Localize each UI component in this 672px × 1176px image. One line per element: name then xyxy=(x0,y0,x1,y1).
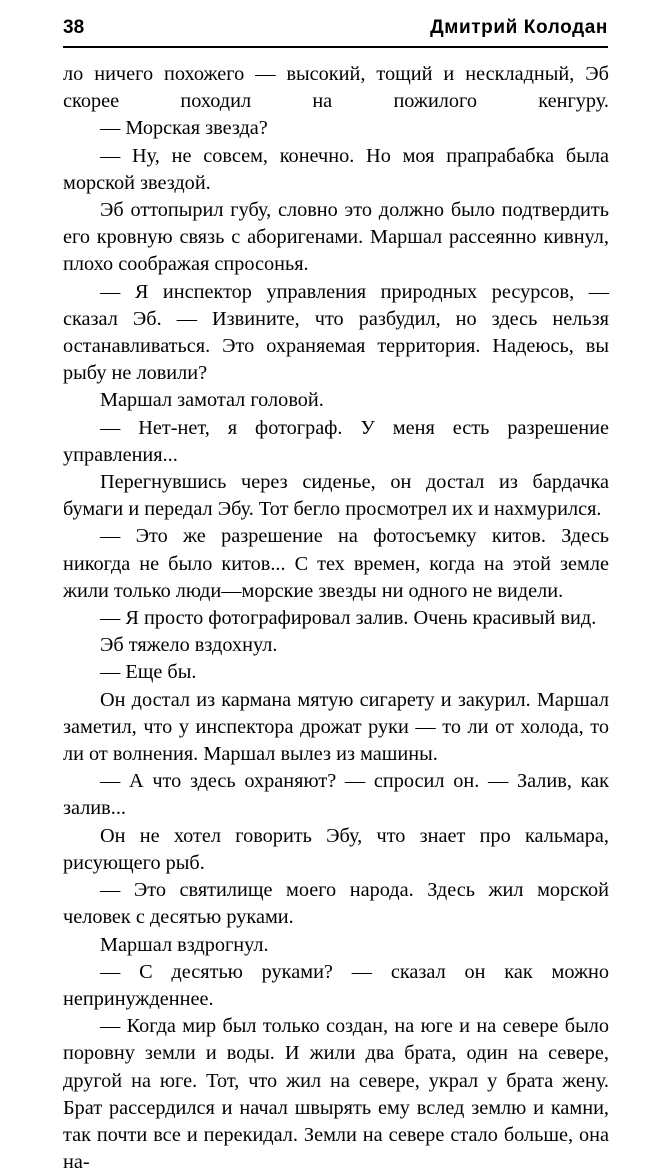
paragraph: Он не хотел говорить Эбу, что знает про кальмара, рисующего рыб. xyxy=(63,824,609,874)
paragraph: — Это святилище моего народа. Здесь жил морской человек с десятью руками. xyxy=(63,879,609,929)
running-head xyxy=(63,18,608,44)
paragraph: — Это же разрешение на фотосъемку китов. Здесь никогда не было китов... С тех времен, когда на этой земле жили только люди—морские звезды ни одного не видели. xyxy=(63,525,609,602)
paragraph: Эб оттопырил губу, словно это должно было подтвердить его кровную связь с аборигенами. Маршал рассеянно кивнул, плохо соображая спросонья. xyxy=(63,199,609,276)
header-rule xyxy=(63,46,608,48)
paragraph: ло ничего похожего — высокий, тощий и нескладный, Эб скорее походил на пожилого кенгуру. xyxy=(63,63,609,113)
paragraph: — Когда мир был только создан, на юге и на севере было поровну земли и воды. И жили два брата, один на севере, другой на юге. Тот, что жил на севере, украл у брата жену. Брат рассердился и начал швырять ему вслед землю и камни, так почти все и перекидал. Земли на севере стало больше, она на- xyxy=(63,1015,609,1174)
paragraph: Перегнувшись через сиденье, он достал из бардачка бумаги и передал Эбу. Тот бегло просмотрел их и нахмурился. xyxy=(63,471,609,521)
body-text xyxy=(63,61,609,1176)
page-number: 38 xyxy=(63,17,85,38)
paragraph: — Морская звезда? xyxy=(100,117,268,140)
paragraph: Эб тяжело вздохнул. xyxy=(100,634,278,657)
paragraph: — Ну, не совсем, конечно. Но моя прапрабабка была морской звездой. xyxy=(63,144,609,194)
paragraph: Маршал замотал головой. xyxy=(100,389,324,412)
paragraph: — Я просто фотографировал залив. Очень красивый вид. xyxy=(100,607,597,630)
author-name: Дмитрий Колодан xyxy=(430,17,608,38)
paragraph: — С десятью руками? — сказал он как можно непринужденнее. xyxy=(63,960,609,1010)
paragraph: — Нет-нет, я фотограф. У меня есть разрешение управления... xyxy=(63,416,609,466)
paragraph: — Я инспектор управления природных ресурсов, — сказал Эб. — Извините, что разбудил, но здесь нельзя останавливаться. Это охраняемая территория. Надеюсь, вы рыбу не ловили? xyxy=(63,280,609,385)
paragraph: Он достал из кармана мятую сигарету и закурил. Маршал заметил, что у инспектора дрожат руки — то ли от холода, то ли от волнения. Маршал вылез из машины. xyxy=(63,688,609,766)
paragraph: Маршал вздрогнул. xyxy=(100,933,269,956)
paragraph: — Еще бы. xyxy=(100,661,197,684)
paragraph: — А что здесь охраняют? — спросил он. — Залив, как залив... xyxy=(63,770,609,820)
